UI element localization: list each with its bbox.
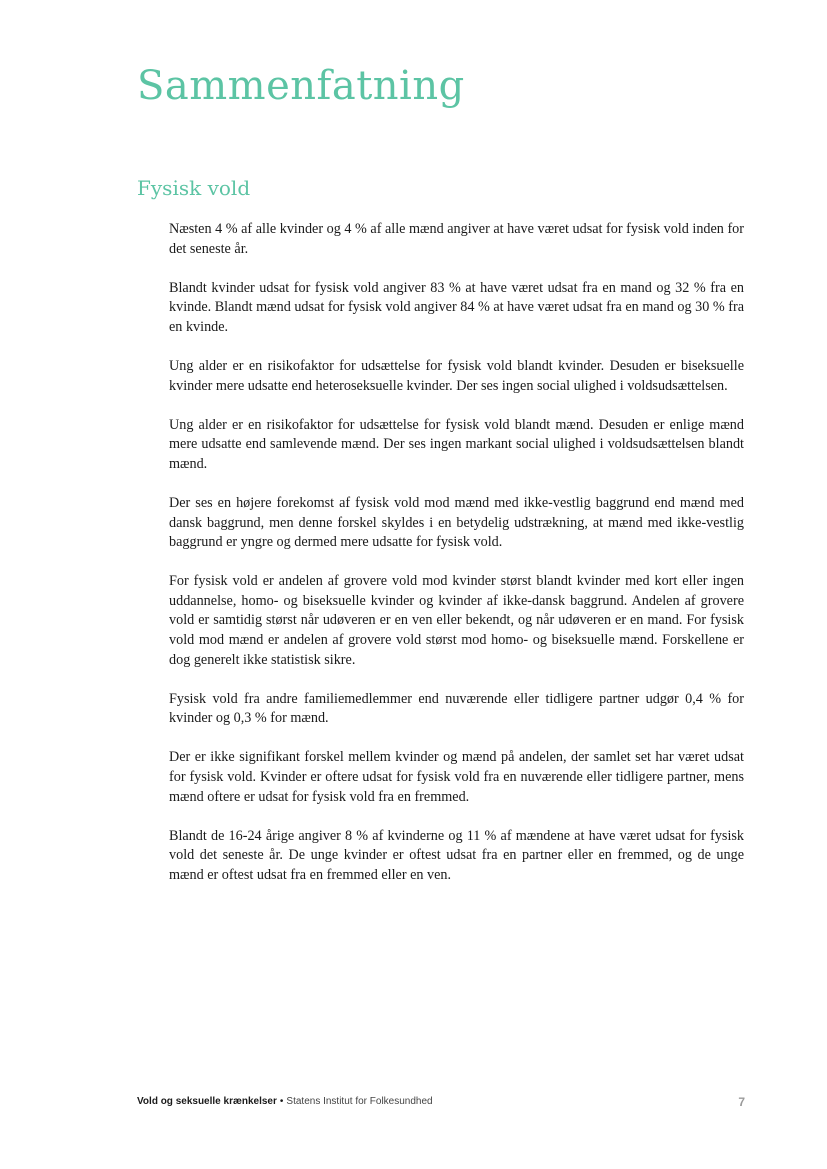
footer-separator: • (279, 1096, 284, 1107)
paragraph-8: Der er ikke signifikant forskel mellem kvinder og mænd på andelen, der samlet set har været udsat for fysisk vold. Kvinder er oftere udsat for fysisk vold fra en nuværende eller tidligere partner, mens mænd oftere er udsat for fysisk vold fra en fremmed. (169, 749, 744, 805)
page-number: 7 (738, 1095, 745, 1109)
page-title: Sammenfatning (137, 63, 465, 109)
paragraph-2: Blandt kvinder udsat for fysisk vold angiver 83 % at have været udsat fra en mand og 32 % fra en kvinde. Blandt mænd udsat for fysisk vold angiver 84 % at have været udsat fra en mand og 30 % fra en kvinde. (169, 279, 744, 335)
footer-institution: Statens Institut for Folkesundhed (286, 1096, 433, 1107)
paragraph-1: Næsten 4 % af alle kvinder og 4 % af alle mænd angiver at have været udsat for fysisk vold inden for det seneste år. (169, 221, 744, 257)
paragraph-9: Blandt de 16-24 årige angiver 8 % af kvinderne og 11 % af mændene at have været udsat for fysisk vold det seneste år. De unge kvinder er oftest udsat fra en partner eller en fremmed, og de unge mænd er oftest udsat fra en fremmed eller en ven. (169, 827, 744, 883)
section-heading: Fysisk vold (137, 176, 251, 200)
paragraph-5: Der ses en højere forekomst af fysisk vold mod mænd med ikke-vestlig baggrund end mænd med dansk baggrund, men denne forskel skyldes i en betydelig udstrækning, at mænd med ikke-vestlig baggrund er yngre og dermed mere udsatte for fysisk vold. (169, 494, 744, 551)
footer-report-title: Vold og seksuelle krænkelser (137, 1096, 277, 1107)
paragraph-7: Fysisk vold fra andre familiemedlemmer end nuværende eller tidligere partner udgør 0,4 % for kvinder og 0,3 % for mænd. (169, 690, 744, 727)
paragraph-3: Ung alder er en risikofaktor for udsættelse for fysisk vold blandt kvinder. Desuden er biseksuelle kvinder mere udsatte end heteroseksuelle kvinder. Der ses ingen social ulighed i voldsudsættelsen. (169, 357, 744, 394)
section-body (169, 220, 744, 905)
paragraph-6: For fysisk vold er andelen af grovere vold mod kvinder størst blandt kvinder med kort eller ingen uddannelse, homo- og biseksuelle kvinder og kvinder af ikke-dansk baggrund. Andelen af grovere vold er samtidig størst når udøveren er en ven eller bekendt, og når udøveren er en mand. For fysisk vold mod mænd er andelen af grovere vold størst mod homo- og biseksuelle mænd. Forskellene er dog generelt ikke statistisk sikre. (169, 573, 744, 668)
page-footer (137, 1094, 745, 1110)
paragraph-4: Ung alder er en risikofaktor for udsættelse for fysisk vold blandt mænd. Desuden er enlige mænd mere udsatte end samlevende mænd. Der ses ingen markant social ulighed i voldsudsættelsen blandt mænd. (169, 416, 744, 472)
